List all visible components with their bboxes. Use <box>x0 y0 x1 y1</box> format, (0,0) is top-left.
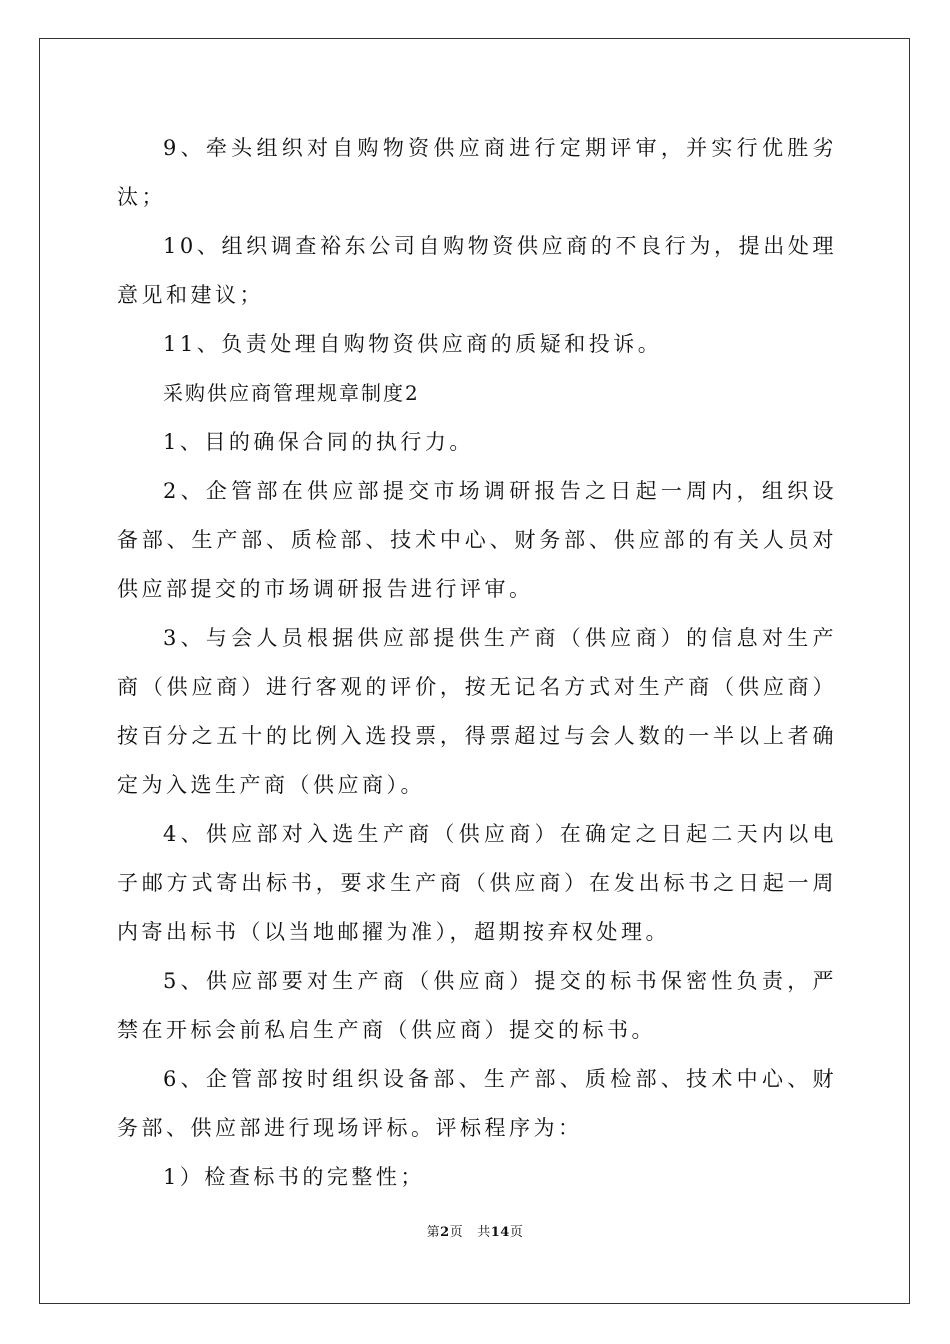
paragraph-item-1: 1、目的确保合同的执行力。 <box>163 430 474 454</box>
total-suffix: 页 <box>509 1225 524 1240</box>
page-prefix: 第 <box>426 1225 441 1240</box>
paragraph-item-10: 10、组织调查裕东公司自购物资供应商的不良行为，提出处理意见和建议； <box>117 234 837 307</box>
section-title: 采购供应商管理规章制度2 <box>163 381 420 405</box>
paragraph-item-6: 6、企管部按时组织设备部、生产部、质检部、技术中心、财务部、供应部进行现场评标。评标程序为： <box>117 1067 837 1140</box>
paragraph-item-3: 3、与会人员根据供应部提供生产商（供应商）的信息对生产商（供应商）进行客观的评价，按无记名方式对生产商（供应商）按百分之五十的比例入选投票，得票超过与会人数的一半以上者确定为入选生产商（供应商）。 <box>117 626 837 797</box>
paragraph-subitem-1: 1）检查标书的完整性； <box>163 1165 425 1189</box>
paragraph-item-4: 4、供应部对入选生产商（供应商）在确定之日起二天内以电子邮方式寄出标书，要求生产商（供应商）在发出标书之日起一周内寄出标书（以当地邮擢为准），超期按弃权处理。 <box>117 822 837 944</box>
page-number: 2 <box>440 1225 450 1240</box>
paragraph-item-2: 2、企管部在供应部提交市场调研报告之日起一周内，组织设备部、生产部、质检部、技术中心、财务部、供应部的有关人员对供应部提交的市场调研报告进行评审。 <box>117 479 837 601</box>
total-pages: 14 <box>490 1225 510 1240</box>
paragraph-item-9: 9、牵头组织对自购物资供应商进行定期评审，并实行优胜劣汰； <box>117 136 837 209</box>
paragraph-item-11: 11、负责处理自购物资供应商的质疑和投诉。 <box>163 332 663 356</box>
page-suffix: 页 <box>449 1225 464 1240</box>
paragraph-item-5: 5、供应部要对生产商（供应商）提交的标书保密性负责，严禁在开标会前私启生产商（供应商）提交的标书。 <box>117 969 837 1042</box>
document-body <box>117 124 837 1202</box>
page-footer <box>0 1221 950 1240</box>
total-prefix: 共 <box>477 1225 491 1240</box>
